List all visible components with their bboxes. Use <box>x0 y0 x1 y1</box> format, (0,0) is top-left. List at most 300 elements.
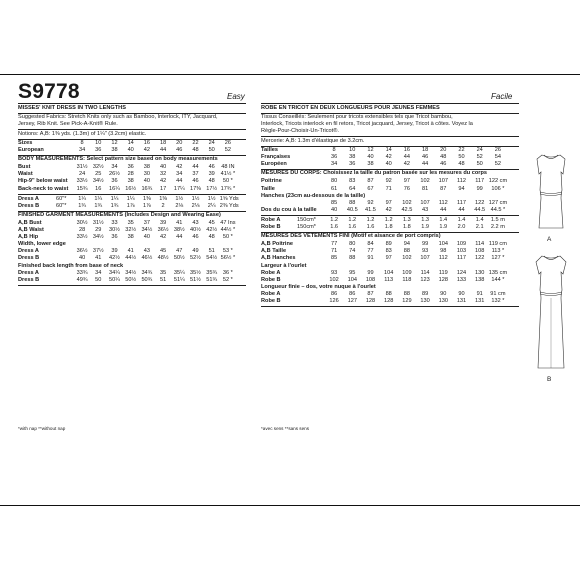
pattern-title: ROBE EN TRICOT EN DEUX LONGUEURS POUR JEUNES FEMMES <box>261 104 440 111</box>
francaises-row: Françaises <box>261 154 291 161</box>
table-cell: 39 <box>111 248 118 255</box>
table-cell: 51½ <box>190 276 201 283</box>
table-cell: 42 <box>159 178 167 185</box>
table-cell: 42 <box>143 147 150 153</box>
table-cell: 42½ <box>109 255 120 262</box>
table-cell: 34¼ <box>109 269 120 276</box>
table-cell: 127 * <box>491 255 505 262</box>
table-cell: 34 <box>176 171 183 178</box>
table-cell: 17⅜ <box>190 185 201 192</box>
table-cell: 16¾ <box>141 185 153 192</box>
table-cell: 85 <box>330 199 338 206</box>
table-cell: 24 <box>476 147 483 153</box>
table-cell: 46½ <box>141 255 153 262</box>
table-cell: 34¾ <box>141 269 153 276</box>
table-cell: 20 <box>440 147 447 153</box>
footnote-en: *with nap **without nap <box>18 426 66 431</box>
table-cell: 51 <box>159 276 167 283</box>
table-cell: 42 <box>159 234 167 241</box>
table-cell: 117 <box>457 199 466 206</box>
body-row-label: Bust <box>18 164 31 171</box>
table-cell: 127 <box>347 298 357 304</box>
table-cell: 17 <box>159 185 167 192</box>
table-cell: 38 <box>143 164 150 171</box>
dos-row: Dos du cou à la taille <box>261 206 317 213</box>
view-b-label: B <box>547 376 552 383</box>
table-cell: 30½ <box>109 227 120 233</box>
table-cell: 34½ <box>92 178 104 185</box>
table-cell: 87 <box>367 290 374 297</box>
table-cell: 1.3 <box>421 216 429 223</box>
table-cell: 93 <box>421 248 429 255</box>
table-cell: 130 <box>438 298 448 304</box>
table-cell: 16 <box>95 185 102 192</box>
table-cell: 43 <box>421 206 429 213</box>
fabric-width: 150cm* <box>297 224 316 230</box>
table-cell: 50 <box>458 154 465 161</box>
table-cell: 48 <box>208 234 215 241</box>
table-cell: 40 <box>78 255 86 262</box>
table-cell: 117 <box>457 255 466 262</box>
table-cell: 52 <box>476 154 483 161</box>
table-cell: 51¾ <box>206 276 218 283</box>
table-cell: 44 <box>440 206 447 213</box>
table-cell: 40 <box>385 161 392 168</box>
width-row-label: Robe B <box>261 276 281 283</box>
table-cell: 40 <box>367 154 374 161</box>
table-cell: 41 <box>127 248 134 255</box>
table-cell: 88 <box>385 290 392 297</box>
table-cell: 50¾ <box>141 276 153 283</box>
table-cell: 98 <box>440 248 447 255</box>
finished-row-label: A,B Hip <box>18 234 39 241</box>
back-length-label: Longueur finie – dos, votre nuque à l'ourlet <box>261 283 376 290</box>
table-cell: 8 <box>332 147 336 153</box>
table-cell: 41 <box>176 219 183 226</box>
table-cell: 30½ <box>76 219 88 226</box>
table-cell: 44 <box>176 178 183 185</box>
table-cell: 34½ <box>125 269 137 276</box>
table-cell: 86 <box>349 290 356 297</box>
table-cell: 50 * <box>222 178 233 185</box>
table-cell: 1.8 <box>384 224 393 230</box>
table-cell: 112 <box>457 178 466 185</box>
table-cell: 106 * <box>491 185 505 192</box>
table-cell: 88 <box>403 290 410 297</box>
table-cell: 29 <box>95 227 102 233</box>
table-cell: 44½ * <box>220 227 236 233</box>
table-cell: 46 <box>192 178 199 185</box>
table-cell: 74 <box>349 248 356 255</box>
table-cell: 107 <box>420 255 430 262</box>
table-cell: 35¾ <box>206 269 218 276</box>
divider-line <box>261 306 519 307</box>
table-cell: 1.9 <box>439 224 448 230</box>
table-cell: 38 <box>111 147 118 153</box>
table-cell: 104 <box>438 241 448 248</box>
table-cell: 2¼ <box>207 202 216 209</box>
table-cell: 20 <box>176 139 183 146</box>
table-cell: 44.5 <box>474 206 486 213</box>
table-cell: 28 <box>78 227 86 233</box>
table-cell: 1¼ <box>94 195 103 202</box>
table-cell: 36 <box>95 147 102 153</box>
table-cell: 26½ <box>109 171 120 178</box>
dress-a-drawing <box>537 155 565 228</box>
table-cell: 34 <box>330 161 338 168</box>
table-cell: 1¼ <box>110 195 119 202</box>
table-cell: 1⅝ Yds <box>219 195 239 202</box>
table-cell: 1.6 <box>348 224 357 230</box>
table-cell: 95 <box>349 269 356 276</box>
table-cell: 127 cm <box>488 199 508 206</box>
table-cell: 10 <box>95 139 102 146</box>
table-cell: 16½ <box>125 185 137 192</box>
table-cell: 91 cm <box>490 290 506 297</box>
table-cell: 99 <box>421 241 429 248</box>
table-cell: 88 <box>349 255 356 262</box>
table-cell: 119 cm <box>488 241 507 248</box>
table-cell: 42 <box>176 164 183 171</box>
table-cell: 32½ <box>92 164 104 171</box>
table-cell: 71 <box>330 248 338 255</box>
table-cell: 97 <box>385 199 392 206</box>
table-cell: 48 <box>440 154 447 161</box>
table-cell: 50¼ <box>109 276 120 283</box>
table-cell: 48 <box>208 178 215 185</box>
table-cell: 1.2 <box>384 216 393 223</box>
table-cell: 33½ <box>76 234 88 241</box>
table-cell: 44 <box>458 206 465 213</box>
table-cell: 126 <box>329 298 339 304</box>
table-cell: 42 <box>385 154 392 161</box>
table-cell: 46 <box>176 147 183 153</box>
difficulty-en: Easy <box>227 92 245 101</box>
suggested-fabrics: Suggested Fabrics: Stretch Knits only such as Bamboo, Interlock, ITY, Jacquard, <box>18 113 218 120</box>
table-cell: 2⅛ <box>175 202 184 209</box>
table-cell: 71 <box>385 185 392 192</box>
table-cell: 44 <box>159 147 167 153</box>
table-cell: 50½ <box>125 276 137 283</box>
table-cell: 44.5 * <box>490 206 506 213</box>
body-measurements-header: BODY MEASUREMENTS: Select pattern size based on body measurements <box>18 156 218 163</box>
table-cell: 33¾ <box>76 269 88 276</box>
table-cell: 43 <box>192 219 199 226</box>
table-cell: 56½ * <box>220 255 236 262</box>
table-cell: 8 <box>80 139 84 146</box>
table-cell: 12 <box>111 139 118 146</box>
back-row-label: Robe A <box>261 290 281 297</box>
table-cell: 97 <box>403 178 410 185</box>
notions: Mercerie: A,B: 1.3m d'élastique de 3.2cm. <box>261 137 365 144</box>
table-cell: 77 <box>367 248 374 255</box>
table-cell: 42 <box>403 161 410 168</box>
finished-row-label: A,B Taille <box>261 248 287 255</box>
table-cell: 35½ <box>190 269 201 276</box>
finished-row-label: A,B Waist <box>18 227 44 233</box>
table-cell: 1½ <box>207 195 216 202</box>
table-cell: 1.2 <box>330 216 338 223</box>
table-cell: 77 <box>330 241 338 248</box>
width-lower-edge-label: Largeur à l'ourlet <box>261 262 307 269</box>
table-cell: 46 <box>192 234 199 241</box>
suggested-fabrics: Tissus Conseillés: Seulement pour tricots extensibles tels que Tricot bambou, <box>261 113 453 120</box>
table-cell: 43 <box>143 248 150 255</box>
table-cell: 87 <box>367 178 374 185</box>
body-row-label: Taille <box>261 185 275 192</box>
table-cell: 36½ <box>157 227 169 233</box>
table-cell: 36 * <box>222 269 233 276</box>
table-cell: 14 <box>127 139 134 146</box>
table-cell: 48 <box>458 161 465 168</box>
table-cell: 37 <box>192 171 199 178</box>
table-cell: 50 <box>476 161 483 168</box>
body-row-label: Poitrine <box>261 178 282 185</box>
table-cell: 17½ <box>206 185 218 192</box>
table-cell: 122 <box>475 199 485 206</box>
suggested-fabrics: Interlock, Tricots interlock en fil retors, Tricot jacquard, Jersey, Tricot à côtes. Voyez la <box>261 120 473 127</box>
table-cell: 83 <box>349 178 356 185</box>
table-cell: 104 <box>384 269 394 276</box>
table-cell: 133 <box>456 276 467 283</box>
table-cell: 38 <box>127 234 134 241</box>
table-cell: 24 <box>208 139 215 146</box>
table-cell: 26 <box>224 139 231 146</box>
table-cell: 52 <box>224 147 231 153</box>
table-cell: 92 <box>385 178 392 185</box>
table-cell: 107 <box>438 178 448 185</box>
table-cell: 18 <box>159 139 167 146</box>
table-cell: 64 <box>349 185 356 192</box>
table-cell: 16 <box>403 147 410 153</box>
table-cell: 114 <box>475 241 485 248</box>
table-cell: 40 <box>127 147 134 153</box>
table-cell: 51¼ <box>173 276 185 283</box>
fabric-row-label: Dress B <box>18 202 40 209</box>
table-cell: 1.2 <box>348 216 357 223</box>
table-cell: 129 <box>402 298 412 304</box>
table-cell: 50½ <box>173 255 185 262</box>
table-cell: 2.1 <box>475 224 484 230</box>
back-row-label: Dress A <box>18 269 39 276</box>
table-cell: 40½ <box>190 227 201 233</box>
table-cell: 52 <box>494 161 501 168</box>
table-cell: 54½ <box>206 255 218 262</box>
table-cell: 34½ <box>92 234 104 241</box>
table-cell: 2.2 m <box>490 224 505 230</box>
table-cell: 41 <box>95 255 102 262</box>
table-cell: 51 <box>208 248 215 255</box>
hanches-label: Hanches (23cm au-dessous de la taille) <box>261 192 366 199</box>
table-cell: 84 <box>367 241 374 248</box>
table-cell: 61 <box>330 185 338 192</box>
table-cell: 44 <box>192 164 199 171</box>
table-cell: 1⅞ <box>126 202 135 209</box>
table-cell: 94 <box>403 241 410 248</box>
table-cell: 50 <box>208 147 215 153</box>
body-row-label: Back-neck to waist <box>18 185 69 192</box>
table-cell: 44 <box>421 161 429 168</box>
table-cell: 48 IN <box>221 164 235 171</box>
table-cell: 17¼ <box>173 185 185 192</box>
width-row-label: Robe A <box>261 269 281 276</box>
table-cell: 103 <box>456 248 467 255</box>
table-cell: 102 <box>402 255 412 262</box>
bottom-rule <box>0 505 580 506</box>
pattern-title: MISSES' KNIT DRESS IN TWO LENGTHS <box>18 104 126 111</box>
finished-measurements-header: MESURES DES VÊTEMENTS FINI (Motif et aisance de port compris) <box>261 233 441 240</box>
table-cell: 34 <box>78 147 86 153</box>
table-cell: 131 <box>475 298 485 304</box>
table-cell: 108 <box>475 248 485 255</box>
table-cell: 80 <box>349 241 356 248</box>
table-cell: 44 <box>176 234 183 241</box>
table-cell: 25 <box>95 171 102 178</box>
table-cell: 93 <box>330 269 338 276</box>
sizes-row: Tailles <box>261 147 278 153</box>
fabric-width: 150cm* <box>297 216 316 223</box>
table-cell: 14 <box>385 147 392 153</box>
table-cell: 37½ <box>92 248 104 255</box>
body-row-label: Hip-9" below waist <box>18 178 68 185</box>
table-cell: 18 <box>421 147 429 153</box>
table-cell: 38 <box>349 154 356 161</box>
view-a-label: A <box>547 236 552 243</box>
table-cell: 76 <box>403 185 410 192</box>
table-cell: 45 <box>208 219 215 226</box>
table-cell: 50 * <box>222 234 233 241</box>
table-cell: 1.4 <box>475 216 484 223</box>
back-row-label: Robe B <box>261 298 281 304</box>
table-cell: 108 <box>365 276 376 283</box>
table-cell: 42 <box>385 206 392 213</box>
finished-row-label: A,B Bust <box>18 219 42 226</box>
table-cell: 41.5 <box>365 206 376 213</box>
table-cell: 34 <box>111 164 118 171</box>
table-cell: 34 <box>95 269 102 276</box>
table-cell: 31½ <box>76 164 88 171</box>
table-cell: 1¼ <box>78 195 86 202</box>
table-cell: 118 <box>402 276 412 283</box>
table-cell: 113 * <box>491 248 505 255</box>
table-cell: 24 <box>78 171 86 178</box>
table-cell: 37 <box>143 219 150 226</box>
table-cell: 2.0 <box>457 224 466 230</box>
table-cell: 39 <box>208 171 215 178</box>
table-cell: 38 <box>127 178 134 185</box>
notions: Notions: A,B: 1⅜ yds. (1.3m) of 1¼" (3.2cm) elastic. <box>18 130 147 137</box>
table-cell: 36 <box>127 164 134 171</box>
table-cell: 90 <box>440 290 447 297</box>
finished-row-label: A,B Poitrine <box>261 241 294 248</box>
table-cell: 94 <box>458 185 465 192</box>
table-cell: 53 * <box>222 248 233 255</box>
table-cell: 132 * <box>491 298 505 304</box>
table-cell: 83 <box>385 248 392 255</box>
table-cell: 40 <box>159 164 167 171</box>
table-cell: 104 <box>347 276 357 283</box>
table-cell: 86 <box>330 290 338 297</box>
finished-measurements-header: FINISHED GARMENT MEASUREMENTS (Includes Design and Wearing Ease) <box>18 211 221 218</box>
table-cell: 35¼ <box>173 269 185 276</box>
table-cell: 1.5 m <box>490 216 505 223</box>
table-cell: 50 <box>95 276 102 283</box>
table-cell: 47 <box>176 248 183 255</box>
table-cell: 48 <box>192 147 199 153</box>
table-cell: 1.4 <box>439 216 448 223</box>
table-cell: 34½ <box>141 227 153 233</box>
table-cell: 1¾ <box>78 202 86 209</box>
body-measurements-header: MESURES DU CORPS: Choisissez la taille du patron basée sur les mesures du corps <box>261 170 487 177</box>
table-cell: 123 <box>420 276 430 283</box>
table-cell: 35 <box>159 269 167 276</box>
table-cell: 1¼ <box>126 195 135 202</box>
table-cell: 131 <box>456 298 467 304</box>
table-cell: 90 <box>458 290 465 297</box>
table-cell: 128 <box>438 276 448 283</box>
table-cell: 1⅜ <box>159 195 167 202</box>
table-cell: 44½ <box>125 255 137 262</box>
fabric-row-label: Robe A <box>261 216 281 223</box>
divider-line <box>18 285 246 286</box>
table-cell: 1¾ <box>94 202 103 209</box>
fabric-row-label: Robe B <box>261 224 281 230</box>
table-cell: 22 <box>458 147 465 153</box>
fabric-width: 60"* <box>56 195 67 202</box>
suggested-fabrics: Jersey, Rib Knit. See Pick-A-Knit® Rule. <box>18 120 118 127</box>
finished-row-label: A,B Hanches <box>261 255 296 262</box>
table-cell: 102 <box>420 178 430 185</box>
table-cell: 22 <box>192 139 199 146</box>
table-cell: 1.3 <box>403 216 411 223</box>
table-cell: 42.5 <box>401 206 413 213</box>
table-cell: 32 <box>159 171 167 178</box>
table-cell: 45 <box>159 248 167 255</box>
table-cell: 102 <box>329 276 339 283</box>
table-cell: 107 <box>420 199 430 206</box>
european-row: Européen <box>261 161 287 168</box>
top-rule <box>0 74 580 75</box>
table-cell: 28 <box>127 171 134 178</box>
sizes-row: Sizes <box>18 139 33 146</box>
table-cell: 17¾ * <box>220 185 236 192</box>
table-cell: 87 <box>440 185 447 192</box>
table-cell: 91 <box>476 290 483 297</box>
table-cell: 80 <box>330 178 338 185</box>
suggested-fabrics: Règle-Pour-Choisir-Un-Tricot®. <box>261 127 339 134</box>
table-cell: 49 <box>192 248 199 255</box>
table-cell: 144 * <box>491 276 505 283</box>
table-cell: 1.6 <box>330 224 338 230</box>
table-cell: 135 cm <box>488 269 508 276</box>
table-cell: 46 <box>208 164 215 171</box>
dress-b-drawing <box>536 256 566 368</box>
back-row-label: Dress B <box>18 276 40 283</box>
table-cell: 113 <box>384 276 394 283</box>
table-cell: 102 <box>402 199 412 206</box>
european-row: European <box>18 147 44 153</box>
table-cell: 89 <box>421 290 429 297</box>
width-lower-edge-label: Width, lower edge <box>18 241 66 248</box>
table-cell: 39 <box>159 219 167 226</box>
table-cell: 2⅛ <box>191 202 200 209</box>
table-cell: 1.9 <box>421 224 429 230</box>
table-cell: 42½ <box>206 227 218 233</box>
table-cell: 81 <box>421 185 429 192</box>
table-cell: 48½ <box>157 255 169 262</box>
table-cell: 47 Ins <box>220 219 236 226</box>
table-cell: 130 <box>420 298 430 304</box>
